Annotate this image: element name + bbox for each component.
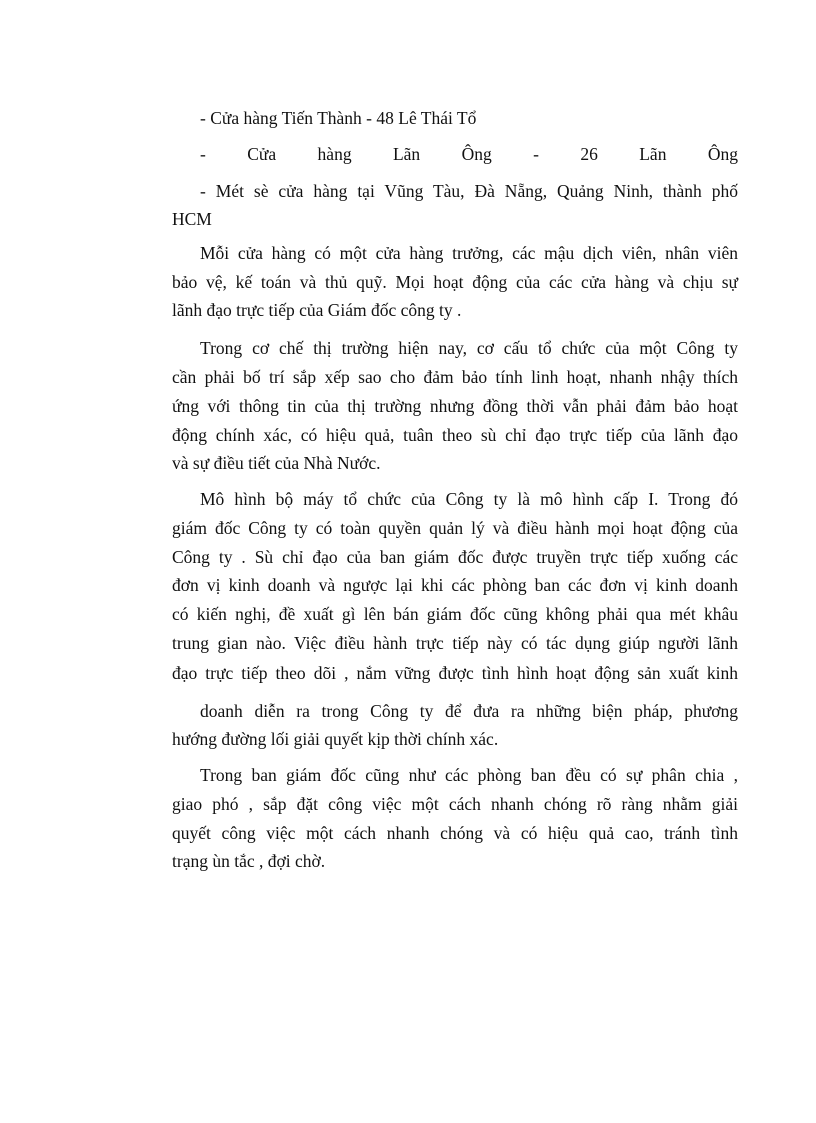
paragraph-3-line-3: Công ty . Sù chỉ đạo của ban giám đốc được truyền trực tiếp xuống các [172,547,738,567]
store-line-tien-thanh: - Cửa hàng Tiến Thành - 48 Lê Thái Tổ [200,108,477,128]
paragraph-5-line-4: trạng ùn tắc , đợi chờ. [172,851,326,871]
store-line-other-cities: - Mét sè cửa hàng tại Vũng Tàu, Đà Nẵng, Quảng Ninh, thành phố [200,181,738,201]
paragraph-2-line-3: ứng với thông tin của thị trường nhưng đồng thời vẫn phải đảm bảo hoạt [172,396,738,416]
store-line-other-cities-cont: HCM [172,209,212,229]
paragraph-3-line-4: đơn vị kinh doanh và ngược lại khi các phòng ban các đơn vị kinh doanh [172,575,738,595]
paragraph-2-line-2: cần phải bố trí sắp xếp sao cho đảm bảo tính linh hoạt, nhanh nhậy thích [172,367,738,387]
paragraph-3-line-5: có kiến nghị, đề xuất gì lên bán giám đốc cũng không phải qua mét khâu [172,604,738,624]
paragraph-2-line-4: động chính xác, có hiệu quả, tuân theo sù chỉ đạo trực tiếp của lãnh đạo [172,425,738,445]
paragraph-4-line-1: doanh diễn ra trong Công ty để đưa ra những biện pháp, phương [200,701,738,721]
paragraph-2-line-5: và sự điều tiết của Nhà Nước. [172,453,381,473]
paragraph-3-line-1: Mô hình bộ máy tổ chức của Công ty là mô hình cấp I. Trong đó [200,489,738,509]
paragraph-1-line-1: Mỗi cửa hàng có một cửa hàng trưởng, các mậu dịch viên, nhân viên [200,243,738,263]
paragraph-4-line-2: hướng đường lối giải quyết kịp thời chính xác. [172,729,499,749]
paragraph-3-line-2: giám đốc Công ty có toàn quyền quản lý và điều hành mọi hoạt động của [172,518,738,538]
paragraph-3-line-7: đạo trực tiếp theo dõi , nắm vững được tình hình hoạt động sản xuất kinh [172,663,738,683]
paragraph-5-line-2: giao phó , sắp đặt công việc một cách nhanh chóng rõ ràng nhằm giải [172,794,738,814]
paragraph-1-line-2: bảo vệ, kế toán và thủ quỹ. Mọi hoạt động của các cửa hàng và chịu sự [172,272,738,292]
paragraph-1-line-3: lãnh đạo trực tiếp của Giám đốc công ty . [172,300,462,320]
paragraph-5-line-3: quyết công việc một cách nhanh chóng và có hiệu quả cao, tránh tình [172,823,738,843]
paragraph-3-line-6: trung gian nào. Việc điều hành trực tiếp này có tác dụng giúp người lãnh [172,633,738,653]
paragraph-5-line-1: Trong ban giám đốc cũng như các phòng ban đều có sự phân chia , [200,765,738,785]
store-line-lan-ong: - Cửa hàng Lãn Ông - 26 Lãn Ông [200,144,738,164]
paragraph-2-line-1: Trong cơ chế thị trường hiện nay, cơ cấu tổ chức của một Công ty [200,338,738,358]
